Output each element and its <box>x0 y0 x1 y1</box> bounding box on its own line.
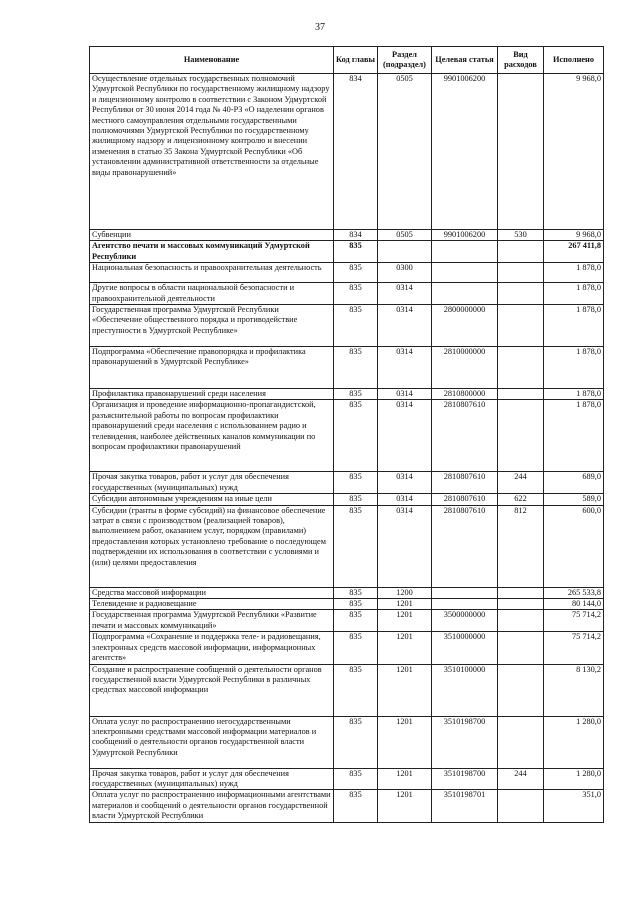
cell-type <box>498 664 544 716</box>
table-row <box>90 632 604 664</box>
cell-article: 3500000000 <box>432 610 498 632</box>
cell-name: Создание и распространение сообщений о деятельности органов государственной власти Удмуртской Республики в различных средствах массовой информации <box>90 664 334 716</box>
table-row <box>90 241 604 263</box>
header-article: Целевая статья <box>432 47 498 74</box>
table-row <box>90 347 604 389</box>
cell-done: 75 714,2 <box>544 610 604 632</box>
table-row <box>90 472 604 494</box>
cell-section: 0314 <box>378 305 432 347</box>
cell-type <box>498 587 544 598</box>
cell-name: Другие вопросы в области национальной безопасности и правоохранительной деятельности <box>90 283 334 305</box>
cell-code: 835 <box>334 472 378 494</box>
cell-section: 1201 <box>378 716 432 768</box>
cell-done: 1 280,0 <box>544 768 604 790</box>
cell-done: 1 878,0 <box>544 283 604 305</box>
cell-done: 1 878,0 <box>544 305 604 347</box>
cell-name: Государственная программа Удмуртской Республики «Обеспечение общественного порядка и противодействие преступности в Удмуртской Республике» <box>90 305 334 347</box>
cell-code: 835 <box>334 505 378 587</box>
cell-done: 267 411,8 <box>544 241 604 263</box>
cell-article: 2810807610 <box>432 400 498 472</box>
cell-section: 0505 <box>378 74 432 230</box>
cell-article: 9901006200 <box>432 230 498 241</box>
table-row <box>90 587 604 598</box>
cell-name: Прочая закупка товаров, работ и услуг для обеспечения государственных (муниципальных) нужд <box>90 472 334 494</box>
cell-section: 0314 <box>378 283 432 305</box>
cell-section: 1201 <box>378 632 432 664</box>
cell-type <box>498 599 544 610</box>
cell-type: 530 <box>498 230 544 241</box>
cell-name: Агентство печати и массовых коммуникаций Удмуртской Республики <box>90 241 334 263</box>
cell-type <box>498 347 544 389</box>
cell-name: Осуществление отдельных государственных полномочий Удмуртской Республики по государственному жилищному надзору и лицензионному контролю в соответствии с Законом Удмуртской Республики от 30 июня 2014 года № 40-РЗ «О наделении органов местного самоуправления отдельными государственными полномочиями Удмуртской Республики по государственному жилищному надзору и лицензионному контролю и внесении изменения в статью 35 Закона Удмуртской Республики «Об установлении административной ответственности за отдельные виды правонарушений» <box>90 74 334 230</box>
cell-section: 0314 <box>378 505 432 587</box>
cell-section: 0314 <box>378 400 432 472</box>
cell-done: 1 878,0 <box>544 263 604 283</box>
cell-article <box>432 241 498 263</box>
cell-name: Подпрограмма «Обеспечение правопорядка и профилактика правонарушений в Удмуртской Республике» <box>90 347 334 389</box>
cell-type <box>498 790 544 822</box>
cell-type <box>498 716 544 768</box>
cell-done: 689,0 <box>544 472 604 494</box>
cell-type: 244 <box>498 768 544 790</box>
table-row <box>90 230 604 241</box>
cell-article: 3510198701 <box>432 790 498 822</box>
cell-section: 1201 <box>378 610 432 632</box>
cell-type: 244 <box>498 472 544 494</box>
cell-done: 9 968,0 <box>544 230 604 241</box>
cell-section: 0314 <box>378 347 432 389</box>
header-section: Раздел (подраздел) <box>378 47 432 74</box>
table-row <box>90 263 604 283</box>
table-row <box>90 400 604 472</box>
table-row <box>90 599 604 610</box>
cell-section: 1201 <box>378 790 432 822</box>
cell-done: 1 280,0 <box>544 716 604 768</box>
cell-article: 3510198700 <box>432 716 498 768</box>
cell-article <box>432 587 498 598</box>
cell-section: 0505 <box>378 230 432 241</box>
table-row <box>90 74 604 230</box>
cell-name: Средства массовой информации <box>90 587 334 598</box>
table-row <box>90 283 604 305</box>
cell-code: 835 <box>334 389 378 400</box>
cell-type <box>498 283 544 305</box>
table-row <box>90 664 604 716</box>
cell-code: 835 <box>334 768 378 790</box>
cell-type: 812 <box>498 505 544 587</box>
cell-article: 2810807610 <box>432 472 498 494</box>
cell-name: Национальная безопасность и правоохранительная деятельность <box>90 263 334 283</box>
cell-name: Подпрограмма «Сохранение и поддержка теле- и радиовещания, электронных средств массовой информации, информационных агентств» <box>90 632 334 664</box>
cell-article <box>432 283 498 305</box>
cell-code: 835 <box>334 587 378 598</box>
cell-type <box>498 74 544 230</box>
cell-type: 622 <box>498 494 544 505</box>
cell-done: 1 878,0 <box>544 389 604 400</box>
cell-name: Субсидии автономным учреждениям на иные цели <box>90 494 334 505</box>
cell-article <box>432 263 498 283</box>
cell-name: Организация и проведение информационно-пропагандистской, разъяснительной работы по вопросам профилактики правонарушений среди населения с использованием радио и телевидения, наиболее действенных каналов коммуникации по вопросам профилактики правонарушений <box>90 400 334 472</box>
cell-article: 2810800000 <box>432 389 498 400</box>
table-row <box>90 505 604 587</box>
cell-code: 835 <box>334 263 378 283</box>
cell-name: Оплата услуг по распространению негосударственными электронными средствами массовой информации материалов и сообщений о деятельности органов государственной власти Удмуртской Республики <box>90 716 334 768</box>
cell-done: 265 533,8 <box>544 587 604 598</box>
cell-code: 835 <box>334 305 378 347</box>
cell-code: 835 <box>334 610 378 632</box>
cell-code: 835 <box>334 790 378 822</box>
cell-type <box>498 632 544 664</box>
cell-section: 0314 <box>378 389 432 400</box>
cell-name: Субвенции <box>90 230 334 241</box>
cell-name: Прочая закупка товаров, работ и услуг для обеспечения государственных (муниципальных) нужд <box>90 768 334 790</box>
cell-name: Телевидение и радиовещание <box>90 599 334 610</box>
cell-section: 1200 <box>378 587 432 598</box>
cell-type <box>498 263 544 283</box>
cell-code: 835 <box>334 716 378 768</box>
cell-done: 9 968,0 <box>544 74 604 230</box>
table-row <box>90 494 604 505</box>
cell-type <box>498 610 544 632</box>
table-body <box>90 74 604 823</box>
cell-code: 835 <box>334 400 378 472</box>
cell-section: 1201 <box>378 664 432 716</box>
cell-code: 834 <box>334 230 378 241</box>
cell-code: 835 <box>334 494 378 505</box>
cell-done: 589,0 <box>544 494 604 505</box>
cell-article: 3510198700 <box>432 768 498 790</box>
cell-name: Оплата услуг по распространению информационными агентствами материалов и сообщений о деятельности органов государственной власти Удмуртской Республики <box>90 790 334 822</box>
cell-code: 835 <box>334 632 378 664</box>
cell-name: Государственная программа Удмуртской Республики «Развитие печати и массовых коммуникаций» <box>90 610 334 632</box>
cell-section: 1201 <box>378 599 432 610</box>
cell-done: 80 144,0 <box>544 599 604 610</box>
cell-article: 3510100000 <box>432 664 498 716</box>
table-row <box>90 610 604 632</box>
header-done: Исполнено <box>544 47 604 74</box>
cell-code: 835 <box>334 241 378 263</box>
cell-code: 835 <box>334 664 378 716</box>
cell-article: 3510000000 <box>432 632 498 664</box>
cell-code: 834 <box>334 74 378 230</box>
header-name: Наименование <box>90 47 334 74</box>
table-row <box>90 790 604 822</box>
cell-type <box>498 389 544 400</box>
cell-article <box>432 599 498 610</box>
table-row <box>90 389 604 400</box>
cell-type <box>498 241 544 263</box>
cell-section <box>378 241 432 263</box>
cell-done: 600,0 <box>544 505 604 587</box>
table-row <box>90 716 604 768</box>
table-row <box>90 768 604 790</box>
cell-done: 1 878,0 <box>544 347 604 389</box>
header-code: Код главы <box>334 47 378 74</box>
cell-type <box>498 305 544 347</box>
page-number: 37 <box>315 22 325 33</box>
header-type: Вид расходов <box>498 47 544 74</box>
cell-article: 9901006200 <box>432 74 498 230</box>
cell-section: 1201 <box>378 768 432 790</box>
budget-table <box>89 46 604 823</box>
cell-section: 0314 <box>378 472 432 494</box>
cell-section: 0300 <box>378 263 432 283</box>
cell-done: 8 130,2 <box>544 664 604 716</box>
cell-code: 835 <box>334 599 378 610</box>
cell-code: 835 <box>334 283 378 305</box>
cell-article: 2810000000 <box>432 347 498 389</box>
cell-type <box>498 400 544 472</box>
cell-article: 2800000000 <box>432 305 498 347</box>
cell-done: 75 714,2 <box>544 632 604 664</box>
table-header-row <box>90 47 604 74</box>
cell-done: 351,0 <box>544 790 604 822</box>
cell-article: 2810807610 <box>432 494 498 505</box>
cell-name: Профилактика правонарушений среди населения <box>90 389 334 400</box>
cell-code: 835 <box>334 347 378 389</box>
table-row <box>90 305 604 347</box>
cell-section: 0314 <box>378 494 432 505</box>
cell-article: 2810807610 <box>432 505 498 587</box>
cell-done: 1 878,0 <box>544 400 604 472</box>
cell-name: Субсидии (гранты в форме субсидий) на финансовое обеспечение затрат в связи с производством (реализацией товаров), выполнением работ, оказанием услуг, порядком (правилами) предоставления которых установлено требование о последующем подтверждении их использования в соответствии с условиями и (или) целями предоставления <box>90 505 334 587</box>
